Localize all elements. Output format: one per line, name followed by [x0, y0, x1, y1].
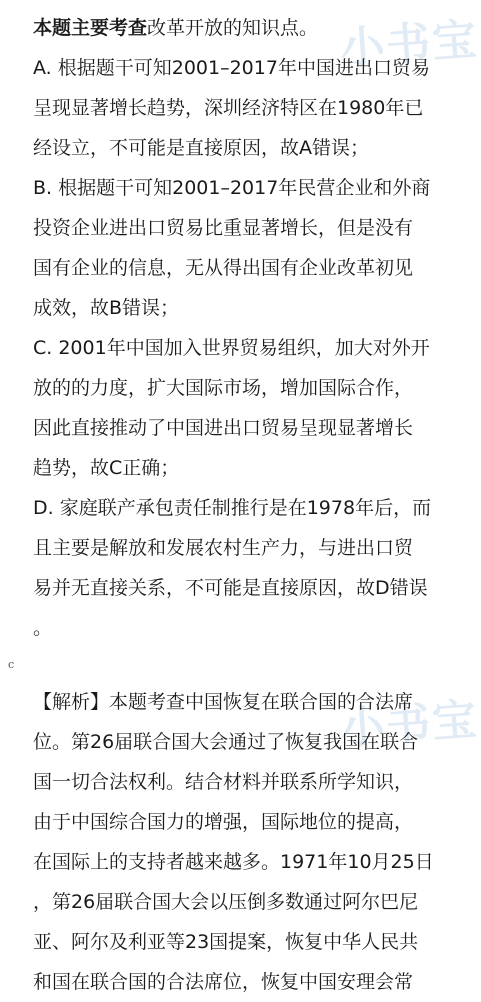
answer-lead-bold: 本题主要考查 [33, 17, 148, 39]
analysis-line: 和国在联合国的合法席位，恢复中国安理会常 [33, 971, 414, 993]
answer-line: 。 [33, 617, 53, 639]
answer-line: 成效，故B错误； [33, 297, 180, 319]
answer-line: 易并无直接关系，不可能是直接原因，故D错误 [33, 577, 428, 599]
watermark-bottom: 小书宝 [338, 694, 480, 755]
analysis-line: 在国际上的支持者越来越多。1971年10月25日 [33, 851, 434, 873]
answer-line: 呈现显著增长趋势，深圳经济特区在1980年已 [33, 97, 424, 119]
analysis-line: 位。第26届联合国大会通过了恢复我国在联合 [33, 731, 419, 753]
answer-line: 国有企业的信息，无从得出国有企业改革初见 [33, 257, 414, 279]
analysis-line: 【解析】本题考查中国恢复在联合国的合法席 [33, 691, 414, 713]
answer-line: 放的的力度，扩大国际市场，增加国际合作， [33, 377, 414, 399]
answer-line: D. 家庭联产承包责任制推行是在1978年后，而 [33, 497, 432, 519]
analysis-section [33, 682, 473, 1002]
answer-line: 因此直接推动了中国进出口贸易呈现显著增长 [33, 417, 414, 439]
answer-line: 且主要是解放和发展农村生产力，与进出口贸 [33, 537, 414, 559]
separator-marker: c [8, 658, 15, 671]
analysis-line: 国一切合法权利。结合材料并联系所学知识， [33, 771, 414, 793]
analysis-line: 亚、阿尔及利亚等23国提案，恢复中华人民共 [33, 931, 419, 953]
answer-line: 投资企业进出口贸易比重显著增长，但是没有 [33, 217, 414, 239]
answer-lead [33, 8, 473, 48]
answer-section [33, 8, 473, 648]
answer-line: 经设立，不可能是直接原因，故A错误； [33, 137, 369, 159]
watermark-top: 小书宝 [338, 14, 480, 75]
answer-line: 趋势，故C正确； [33, 457, 180, 479]
analysis-line: ，第26届联合国大会以压倒多数通过阿尔巴尼 [33, 891, 419, 913]
answer-line: B. 根据题干可知2001–2017年民营企业和外商 [33, 177, 431, 199]
answer-line: C. 2001年中国加入世界贸易组织，加大对外开 [33, 337, 430, 359]
answer-line: A. 根据题干可知2001–2017年中国进出口贸易 [33, 57, 430, 79]
answer-lead-rest: 改革开放的知识点。 [147, 17, 319, 39]
analysis-line: 由于中国综合国力的增强，国际地位的提高， [33, 811, 414, 833]
